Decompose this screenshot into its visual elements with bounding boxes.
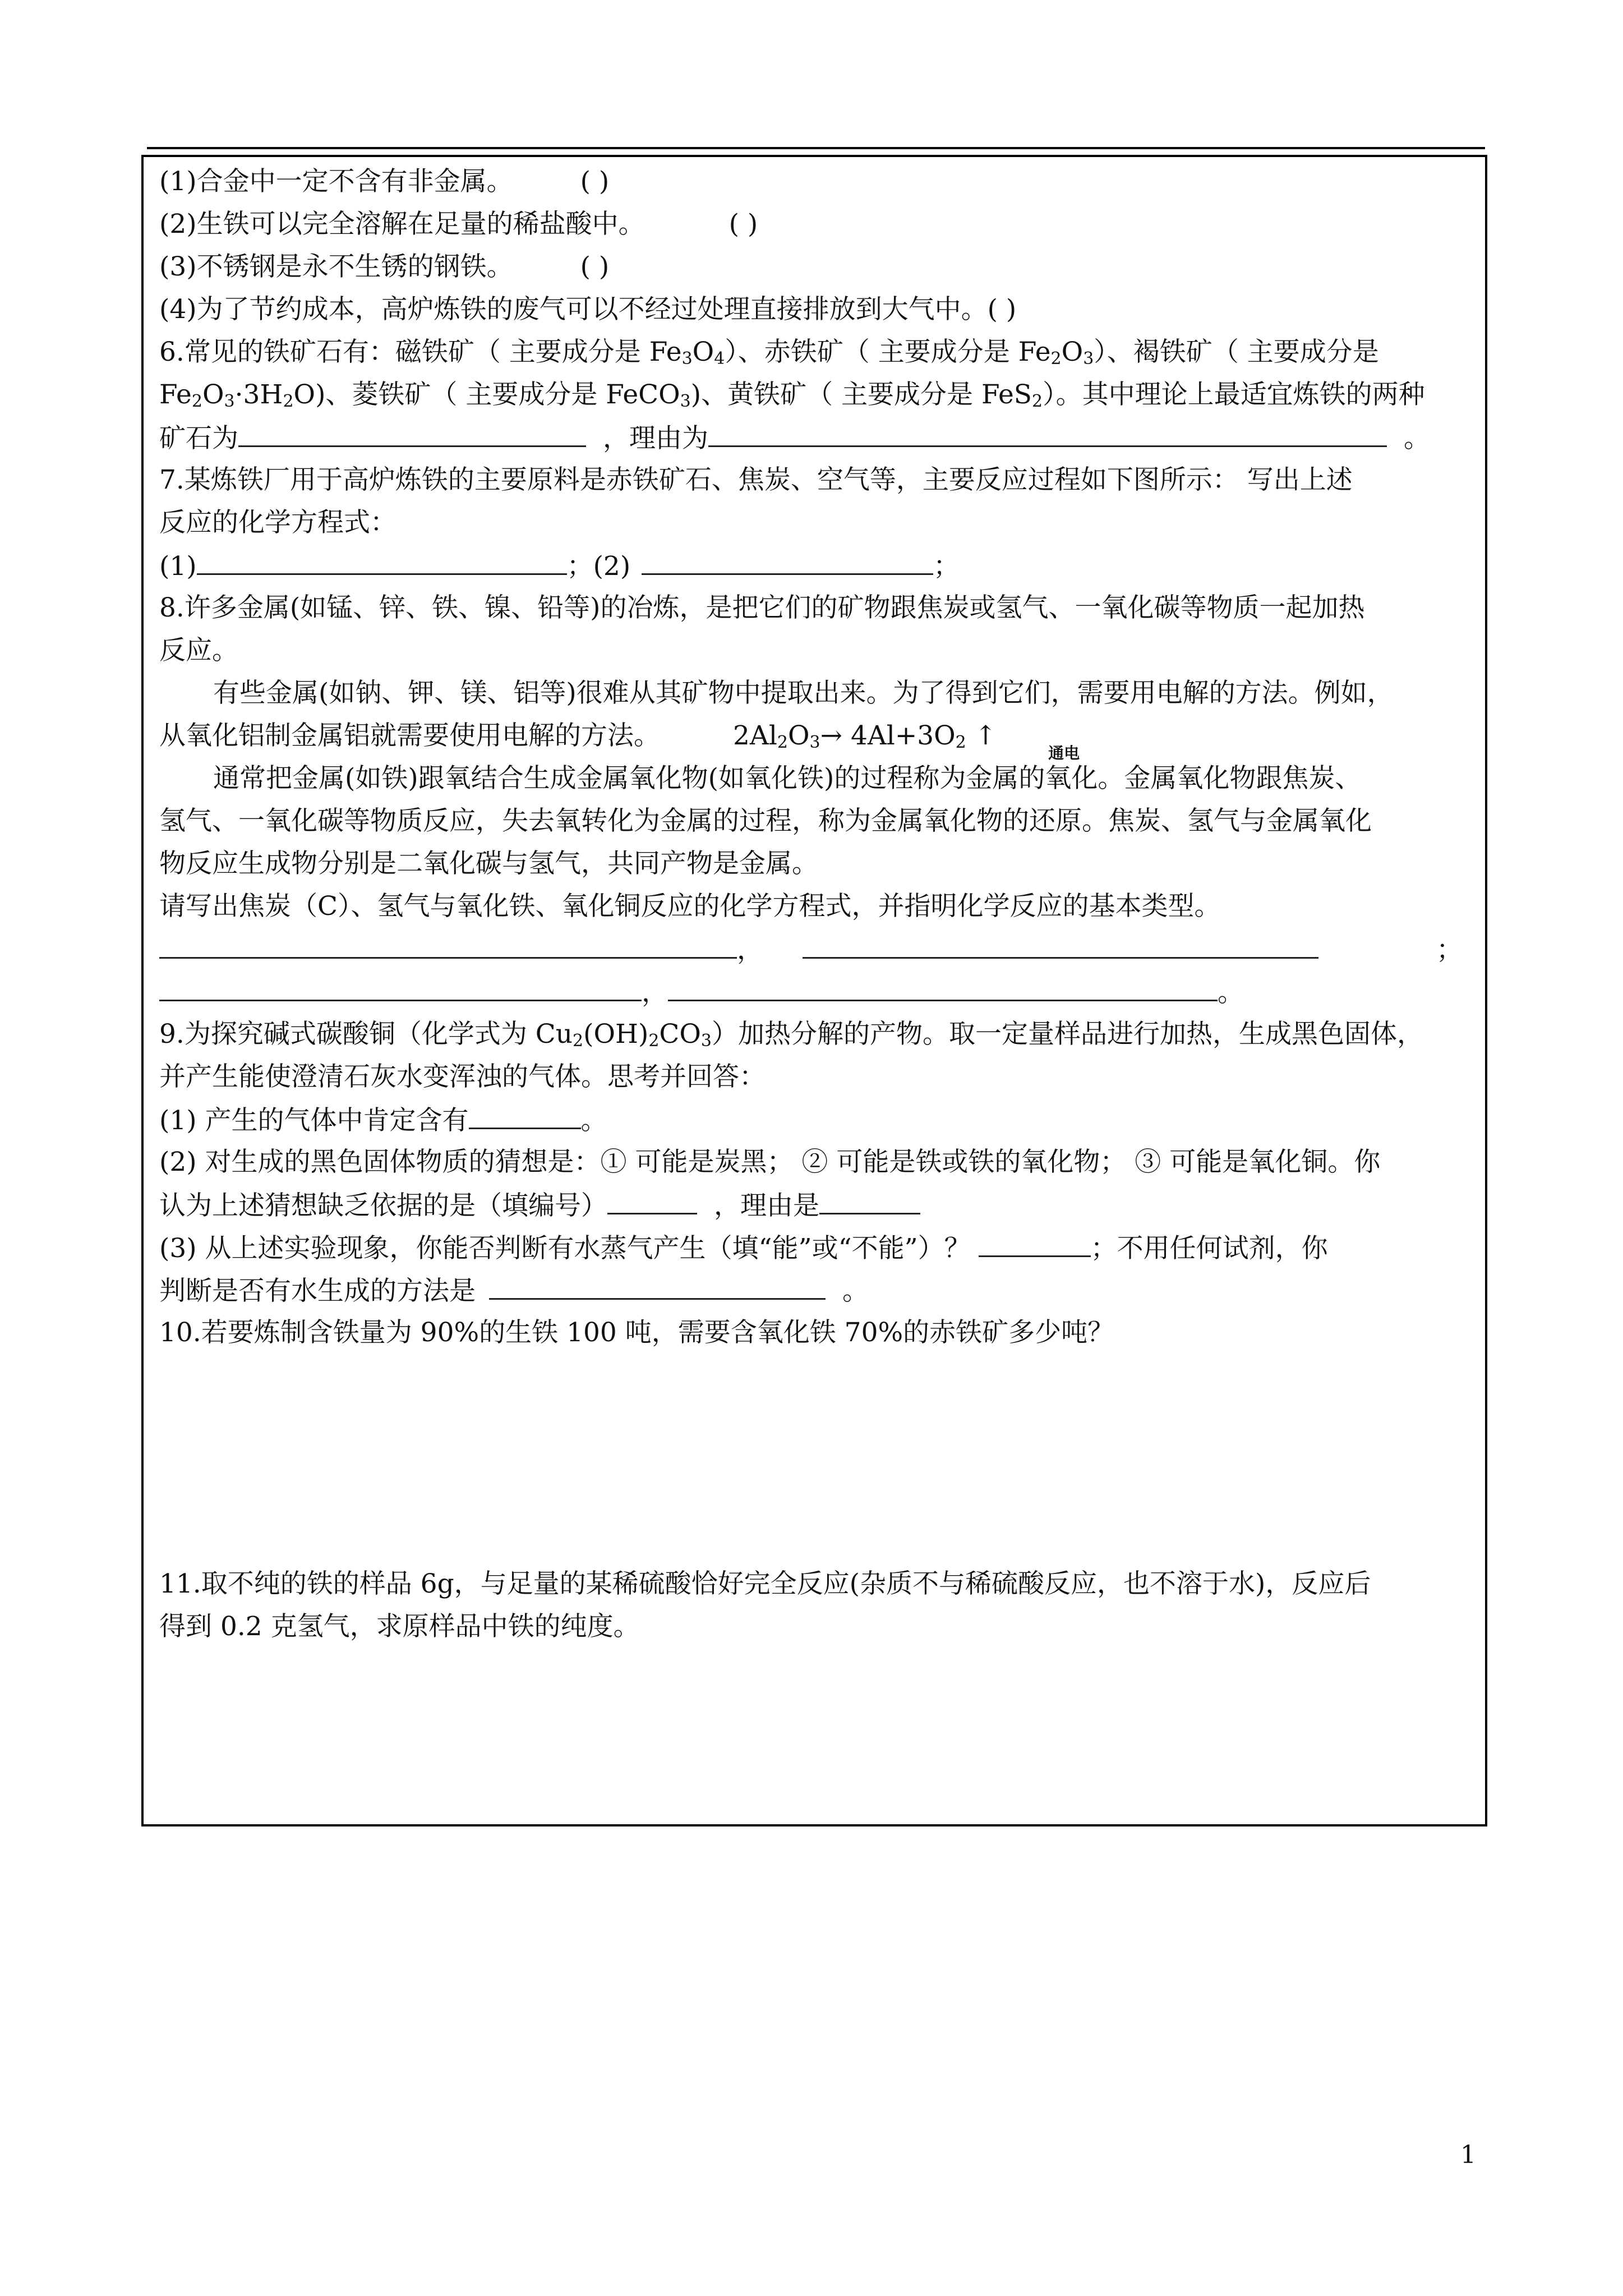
q6-text: 。 <box>1404 423 1430 454</box>
q8-line-1 <box>159 587 1472 629</box>
q8-line-3 <box>159 672 1472 715</box>
q6-ore-answer-blank[interactable] <box>238 416 586 447</box>
q6-sub: 4 <box>714 349 725 369</box>
q9-line-5 <box>159 1184 1472 1226</box>
q9-text: 。 <box>580 1105 607 1136</box>
tf-item-1 <box>159 160 1472 203</box>
header-rule <box>147 147 1485 149</box>
q7-equation-1-blank[interactable] <box>197 544 567 575</box>
q9-text: (3) 从上述实验现象，你能否判断有水蒸气产生（填“能”或“不能”）？ <box>159 1233 971 1264</box>
q6-line-1 <box>159 331 1472 374</box>
q9-sub: 2 <box>573 1031 584 1051</box>
q6-line-3 <box>159 416 1472 459</box>
q9-sub: 2 <box>648 1031 660 1051</box>
q6-text: ，理由为 <box>603 423 708 454</box>
q8-text: 从氧化铝制金属铝就需要使用电解的方法。 <box>159 720 660 751</box>
q9-text: 9.为探究碱式碳酸铜（化学式为 Cu <box>159 1019 573 1050</box>
q11-text: 11.取不纯的铁的样品 6g，与足量的某稀硫酸恰好完全反应(杂质不与稀硫酸反应，也不溶于水)，反应后 <box>159 1568 1371 1599</box>
q8-text: 有些金属(如钠、钾、镁、铝等)很难从其矿物中提取出来。为了得到它们，需要用电解的方法。例如， <box>213 678 1394 708</box>
q8-line-2 <box>159 629 1472 672</box>
q9-method-blank[interactable] <box>489 1269 826 1300</box>
worksheet-frame <box>141 155 1487 1826</box>
tf-item-2-paren: ( ) <box>728 209 758 240</box>
q6-sub: 3 <box>1083 349 1094 369</box>
q9-text: ）加热分解的产物。取一定量样品进行加热，生成黑色固体， <box>712 1019 1423 1050</box>
q6-text: O <box>1061 337 1083 367</box>
q11-text: 得到 0.2 克氢气，求原样品中铁的纯度。 <box>159 1611 640 1642</box>
q8-text: ， <box>737 935 763 965</box>
q6-sub: 2 <box>283 392 294 411</box>
q8-equation-4-blank[interactable] <box>668 970 1218 1001</box>
q8-equation-3-blank[interactable] <box>159 970 642 1001</box>
eq-part: O <box>787 720 810 751</box>
q8-text: 氢气、一氧化碳等物质反应，失去氧转化为金属的过程，称为金属氧化物的还原。焦炭、氢气与金属氧化 <box>159 806 1372 836</box>
q11-answer-space[interactable] <box>159 1648 1472 1861</box>
q8-text: 通常把金属(如铁)跟氧结合生成金属氧化物(如氧化铁)的过程称为金属的氧化。金属氧化物跟焦炭、 <box>213 763 1362 794</box>
gas-arrow-icon: ↑ <box>966 720 997 751</box>
q6-text: ）。其中理论上最适宜炼铁的两种 <box>1043 379 1425 410</box>
q6-sub: 2 <box>191 392 202 411</box>
q6-line-2 <box>159 374 1472 416</box>
tf-item-4-paren: ( ) <box>987 294 1017 325</box>
q9-text: 判断是否有水生成的方法是 <box>159 1276 476 1306</box>
q9-guess-number-blank[interactable] <box>607 1184 697 1214</box>
q8-line-8 <box>159 885 1472 928</box>
q10-line <box>159 1312 1472 1354</box>
q7-line-1 <box>159 459 1472 501</box>
q9-text: 认为上述猜想缺乏依据的是（填编号） <box>159 1190 607 1221</box>
reaction-arrow: → <box>820 720 843 751</box>
q8-equation-1-blank[interactable] <box>159 928 737 959</box>
q9-line-7 <box>159 1269 1472 1312</box>
q6-text: O <box>692 337 714 367</box>
q6-text: ·3H <box>234 379 283 410</box>
electrolysis-condition-label: 通电 <box>1048 744 1080 762</box>
q8-text: ； <box>1436 935 1463 965</box>
q9-line-6 <box>159 1226 1472 1269</box>
q8-line-9 <box>159 928 1472 970</box>
page-number: 1 <box>1460 2141 1476 2169</box>
eq-sub: 2 <box>955 733 966 752</box>
electrolysis-equation <box>733 715 997 764</box>
q7-equation-2-blank[interactable] <box>642 544 933 575</box>
tf-item-4-text: (4)为了节约成本，高炉炼铁的废气可以不经过处理直接排放到大气中。 <box>159 294 988 325</box>
q8-line-6 <box>159 800 1472 843</box>
eq-part: 2Al <box>733 720 777 751</box>
q9-line-4 <box>159 1141 1472 1184</box>
q9-text: ，理由是 <box>714 1190 819 1221</box>
q9-text: CO <box>659 1019 701 1050</box>
eq-part: 4Al+3O <box>842 720 956 751</box>
tf-item-2 <box>159 203 1472 246</box>
q9-sub: 3 <box>700 1031 712 1051</box>
q8-text: 物反应生成物分别是二氧化碳与氢气，共同产物是金属。 <box>159 848 818 879</box>
tf-item-3 <box>159 246 1472 288</box>
q9-text: (1) 产生的气体中肯定含有 <box>159 1105 469 1136</box>
q11-line-2 <box>159 1605 1472 1648</box>
q6-sub: 2 <box>1032 392 1043 411</box>
q9-reason-blank[interactable] <box>819 1184 920 1214</box>
q8-text: 。 <box>1218 977 1244 1008</box>
q6-sub: 3 <box>224 392 235 411</box>
eq-sub: 3 <box>809 733 820 752</box>
q6-sub: 2 <box>1050 349 1062 369</box>
q8-equation-2-blank[interactable] <box>803 928 1318 959</box>
q6-text: O <box>202 379 224 410</box>
q9-text: 并产生能使澄清石灰水变浑浊的气体。思考并回答： <box>159 1061 766 1092</box>
q7-text: 反应的化学方程式： <box>159 507 396 538</box>
worksheet-content <box>159 160 1472 1861</box>
tf-item-3-text: (3)不锈钢是永不生锈的钢铁。 <box>159 251 513 282</box>
q7-line-2 <box>159 501 1472 544</box>
q9-text: ；不用任何试剂，你 <box>1090 1233 1328 1264</box>
eq-sub: 2 <box>777 733 788 752</box>
q9-water-vapor-blank[interactable] <box>979 1226 1091 1257</box>
q6-reason-answer-blank[interactable] <box>708 416 1387 447</box>
q6-sub: 3 <box>680 392 691 411</box>
q7-text: 7.某炼铁厂用于高炉炼铁的主要原料是赤铁矿石、焦炭、空气等，主要反应过程如下图所示： 写出上述 <box>159 464 1353 495</box>
q8-text: 反应。 <box>159 635 238 666</box>
q7-text: (1) <box>159 551 197 582</box>
q11-line-1 <box>159 1563 1472 1605</box>
q6-text: )、黄铁矿（ 主要成分是 FeS <box>690 379 1032 410</box>
tf-item-4 <box>159 288 1472 331</box>
q9-line-2 <box>159 1056 1472 1098</box>
tf-item-3-paren: ( ) <box>580 251 610 282</box>
q8-text: 请写出焦炭（C）、氢气与氧化铁、氧化铜反应的化学方程式，并指明化学反应的基本类型。 <box>159 891 1221 922</box>
q6-text: ）、赤铁矿（ 主要成分是 Fe <box>725 337 1051 367</box>
q9-line-1 <box>159 1013 1472 1056</box>
q6-text: O)、菱铁矿（ 主要成分是 FeCO <box>293 379 680 410</box>
q6-text: ）、褐铁矿（ 主要成分是 <box>1094 337 1379 367</box>
q9-text: 。 <box>842 1276 869 1306</box>
q7-line-3 <box>159 544 1472 587</box>
q8-text: ， <box>642 977 668 1008</box>
q7-text: ；(2) <box>566 551 631 582</box>
q7-text: ； <box>933 551 960 582</box>
q9-gas-blank[interactable] <box>469 1098 581 1129</box>
q9-line-3 <box>159 1098 1472 1141</box>
q6-text: Fe <box>159 379 192 410</box>
q9-text: (2) 对生成的黑色固体物质的猜想是：① 可能是炭黑； ② 可能是铁或铁的氧化物； ③ 可能是氧化铜。你 <box>159 1147 1381 1177</box>
q6-text-a: 6.常见的铁矿石有：磁铁矿（ 主要成分是 Fe <box>159 337 682 367</box>
q6-text: 矿石为 <box>159 423 238 454</box>
tf-item-2-text: (2)生铁可以完全溶解在足量的稀盐酸中。 <box>159 209 645 240</box>
q8-line-10 <box>159 970 1472 1013</box>
q8-text: 8.许多金属(如锰、锌、铁、镍、铅等)的冶炼，是把它们的矿物跟焦炭或氢气、一氧化碳等物质一起加热 <box>159 592 1365 623</box>
tf-item-1-paren: ( ) <box>580 166 610 197</box>
q10-text: 10.若要炼制含铁量为 90%的生铁 100 吨，需要含氧化铁 70%的赤铁矿多少吨？ <box>159 1317 1114 1348</box>
q8-line-4 <box>159 715 1472 762</box>
q8-line-7 <box>159 843 1472 885</box>
q10-answer-space[interactable] <box>159 1354 1472 1563</box>
q9-text: (OH) <box>583 1019 649 1050</box>
q6-sub: 3 <box>681 349 693 369</box>
tf-item-1-text: (1)合金中一定不含有非金属。 <box>159 166 513 197</box>
